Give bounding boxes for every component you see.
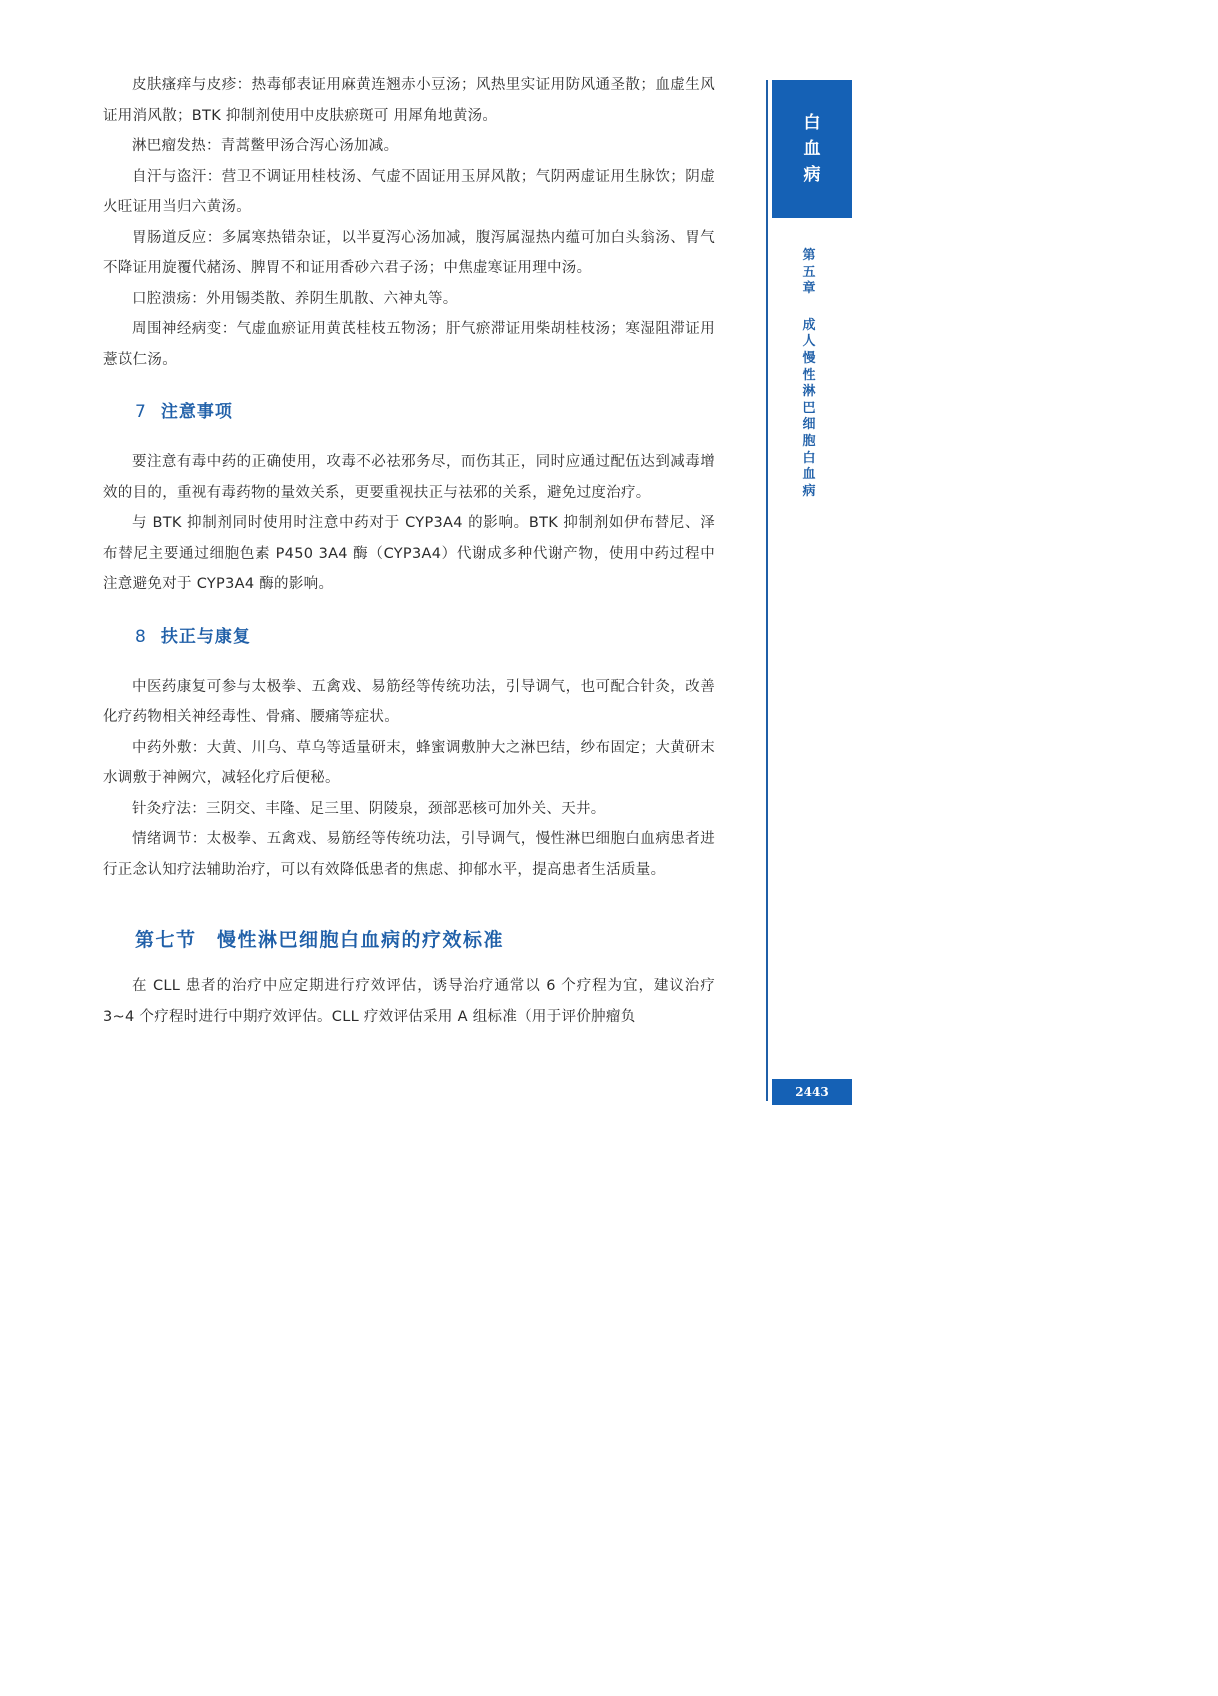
tab-char: 病 xyxy=(803,165,821,185)
chapter-char: 淋 xyxy=(802,384,816,400)
paragraph: 中药外敷：大黄、川乌、草乌等适量研末，蜂蜜调敷肿大之淋巴结，纱布固定；大黄研末水调敷于神阙穴，减轻化疗后便秘。 xyxy=(103,739,715,786)
main-content xyxy=(103,70,715,1032)
chapter-gap xyxy=(797,298,821,318)
paragraph: 与 BTK 抑制剂同时使用时注意中药对于 CYP3A4 的影响。BTK 抑制剂如伊布替尼、泽布替尼主要通过细胞色素 P450 3A4 酶（CYP3A4）代谢成多种代谢产物，使用中药过程中注意避免对于 CYP3A4 酶的影响。 xyxy=(103,515,715,592)
paragraph: 淋巴瘤发热：青蒿鳖甲汤合泻心汤加减。 xyxy=(132,138,399,154)
chapter-char: 白 xyxy=(802,450,816,466)
page-number: 2443 xyxy=(795,1085,829,1099)
section-number: 7 xyxy=(135,402,147,422)
paragraph: 周围神经病变：气虚血瘀证用黄芪桂枝五物汤；肝气瘀滞证用柴胡桂枝汤；寒湿阻滞证用薏苡仁汤。 xyxy=(103,321,715,368)
chapter-char: 成 xyxy=(802,317,816,333)
paragraph: 针灸疗法：三阴交、丰隆、足三里、阴陵泉，颈部恶核可加外关、天井。 xyxy=(132,800,606,817)
chapter-char: 细 xyxy=(802,417,816,433)
section-heading-7 xyxy=(135,397,715,427)
chapter-char: 第 xyxy=(802,248,816,263)
chapter-char: 胞 xyxy=(802,433,816,449)
paragraph: 自汗与盗汗：营卫不调证用桂枝汤、气虚不固证用玉屏风散；气阴两虚证用生脉饮；阴虚火旺证用当归六黄汤。 xyxy=(103,168,715,215)
chapter-char: 巴 xyxy=(802,400,816,416)
section-number: 8 xyxy=(135,626,147,647)
chapter-section-heading: 第七节 慢性淋巴细胞白血病的疗效标准 xyxy=(135,929,505,951)
tab-char: 血 xyxy=(803,139,821,159)
tab-char: 白 xyxy=(803,113,821,133)
paragraph: 情绪调节：太极拳、五禽戏、易筋经等传统功法，引导调气，慢性淋巴细胞白血病患者进行正念认知疗法辅助治疗，可以有效降低患者的焦虑、抑郁水平，提高患者生活质量。 xyxy=(103,831,715,878)
paragraph: 在 CLL 患者的治疗中应定期进行疗效评估，诱导治疗通常以 6 个疗程为宜，建议治疗 3~4 个疗程时进行中期疗效评估。CLL 疗效评估采用 A 组标准（用于评价肿瘤负 xyxy=(103,978,715,1025)
chapter-running-title xyxy=(797,248,821,500)
chapter-char: 五 xyxy=(802,264,816,280)
section-title: 注意事项 xyxy=(160,402,233,422)
chapter-char: 章 xyxy=(802,281,816,297)
paragraph: 要注意有毒中药的正确使用，攻毒不必祛邪务尽，而伤其正，同时应通过配伍达到减毒增效的目的，重视有毒药物的量效关系，更要重视扶正与祛邪的关系，避免过度治疗。 xyxy=(103,454,715,501)
paragraph: 皮肤瘙痒与皮疹：热毒郁表证用麻黄连翘赤小豆汤；风热里实证用防风通圣散；血虚生风证用消风散；BTK 抑制剂使用中皮肤瘀斑可 用犀角地黄汤。 xyxy=(103,77,715,124)
chapter-char: 性 xyxy=(802,367,816,383)
paragraph: 中医药康复可参与太极拳、五禽戏、易筋经等传统功法，引导调气，也可配合针灸，改善化疗药物相关神经毒性、骨痛、腰痛等症状。 xyxy=(103,678,715,725)
paragraph: 口腔溃疡：外用锡类散、养阴生肌散、六神丸等。 xyxy=(132,290,458,307)
chapter-tab xyxy=(772,80,852,218)
chapter-char: 病 xyxy=(802,483,816,499)
chapter-char: 人 xyxy=(802,334,816,350)
chapter-char: 慢 xyxy=(802,350,816,366)
paragraph: 胃肠道反应：多属寒热错杂证，以半夏泻心汤加减，腹泻属湿热内蕴可加白头翁汤、胃气不降证用旋覆代赭汤、脾胃不和证用香砂六君子汤；中焦虚寒证用理中汤。 xyxy=(103,229,715,276)
page-number-box xyxy=(772,1079,852,1105)
chapter-char: 血 xyxy=(802,467,816,483)
section-heading-8 xyxy=(135,622,715,652)
section-title: 扶正与康复 xyxy=(160,626,251,647)
margin-divider-line xyxy=(766,80,768,1101)
